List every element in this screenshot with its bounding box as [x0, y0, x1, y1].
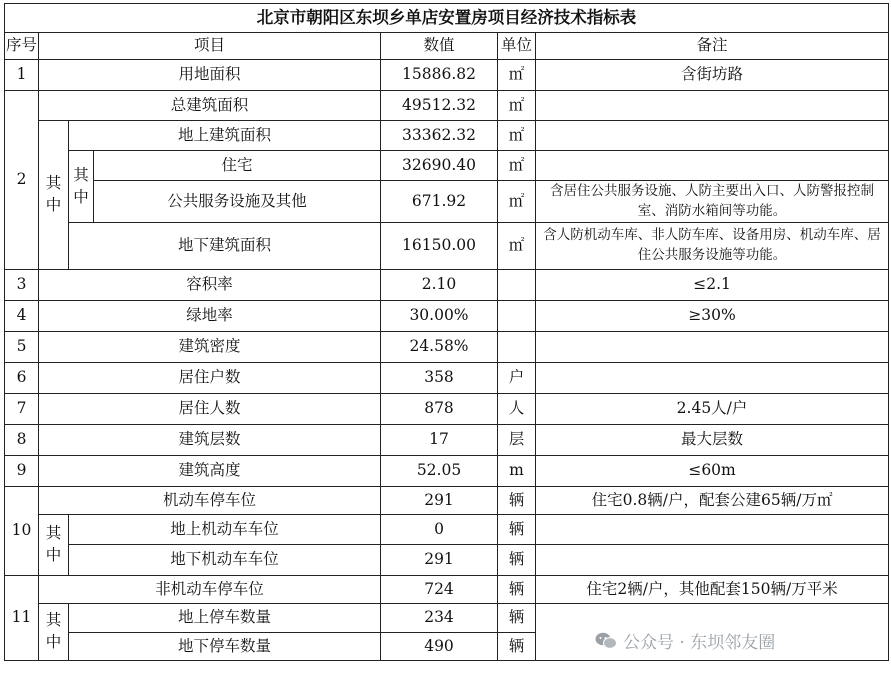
row-note: ≤2.1	[536, 270, 889, 301]
row-item: 居住户数	[39, 363, 381, 394]
table-row	[5, 425, 889, 456]
qizhong-label: 其 中	[39, 121, 69, 270]
row-note	[536, 363, 889, 394]
row-item: 地上机动车车位	[69, 515, 381, 545]
row-value: 49512.32	[381, 91, 498, 121]
table-row	[5, 363, 889, 394]
row-value: 52.05	[381, 456, 498, 487]
table-row	[5, 121, 889, 151]
row-unit: ㎡	[498, 121, 536, 151]
row-item: 居住人数	[39, 394, 381, 425]
row-no: 1	[5, 60, 39, 91]
wechat-icon	[595, 632, 617, 650]
table-row	[5, 332, 889, 363]
row-value: 0	[381, 515, 498, 545]
row-item: 地下机动车车位	[69, 545, 381, 576]
watermark-text: 公众号 · 东坝邻友圈	[623, 633, 776, 653]
table-row	[5, 515, 889, 545]
row-unit: ㎡	[498, 151, 536, 181]
row-value: 291	[381, 545, 498, 576]
watermark	[595, 628, 775, 653]
row-value: 724	[381, 576, 498, 604]
table-row	[5, 394, 889, 425]
row-no: 7	[5, 394, 39, 425]
row-item: 容积率	[39, 270, 381, 301]
table-row	[5, 545, 889, 576]
row-unit	[498, 301, 536, 332]
row-note	[536, 151, 889, 181]
row-unit: 层	[498, 425, 536, 456]
row-note: 含居住公共服务设施、人防主要出入口、人防警报控制室、消防水箱间等功能。	[536, 181, 889, 223]
table-title: 北京市朝阳区东坝乡单店安置房项目经济技术指标表	[5, 4, 889, 33]
row-value: 17	[381, 425, 498, 456]
row-no: 3	[5, 270, 39, 301]
row-item: 机动车停车位	[39, 487, 381, 515]
row-value: 16150.00	[381, 223, 498, 270]
row-value: 234	[381, 604, 498, 633]
row-note: ≥30%	[536, 301, 889, 332]
table-row	[5, 487, 889, 515]
row-no: 11	[5, 576, 39, 661]
row-note: 2.45人/户	[536, 394, 889, 425]
row-note	[536, 515, 889, 545]
table-row	[5, 151, 889, 181]
row-no: 5	[5, 332, 39, 363]
row-no: 2	[5, 91, 39, 270]
row-unit: 辆	[498, 515, 536, 545]
row-note: 含人防机动车库、非人防车库、设备用房、机动车库、居住公共服务设施等功能。	[536, 223, 889, 270]
row-no: 8	[5, 425, 39, 456]
row-item: 地下建筑面积	[69, 223, 381, 270]
table-row	[5, 181, 889, 223]
row-unit: m	[498, 456, 536, 487]
row-item: 地上建筑面积	[69, 121, 381, 151]
row-note	[536, 545, 889, 576]
row-no: 6	[5, 363, 39, 394]
row-note: ≤60m	[536, 456, 889, 487]
header-no: 序号	[5, 33, 39, 60]
row-item: 非机动车停车位	[39, 576, 381, 604]
row-no: 4	[5, 301, 39, 332]
qizhong-label: 其 中	[69, 151, 94, 223]
row-unit: 辆	[498, 604, 536, 633]
row-note: 含街坊路	[536, 60, 889, 91]
row-value: 30.00%	[381, 301, 498, 332]
row-item: 建筑密度	[39, 332, 381, 363]
table-row	[5, 91, 889, 121]
row-value: 490	[381, 633, 498, 661]
row-value: 33362.32	[381, 121, 498, 151]
row-item: 地下停车数量	[69, 633, 381, 661]
indicator-table	[4, 3, 889, 661]
row-unit: 辆	[498, 633, 536, 661]
row-item: 建筑高度	[39, 456, 381, 487]
row-item: 建筑层数	[39, 425, 381, 456]
row-value: 24.58%	[381, 332, 498, 363]
table-row	[5, 60, 889, 91]
row-note: 住宅0.8辆/户，配套公建65辆/万㎡	[536, 487, 889, 515]
row-value: 291	[381, 487, 498, 515]
row-no: 10	[5, 487, 39, 576]
row-note: 住宅2辆/户，其他配套150辆/万平米	[536, 576, 889, 604]
row-unit: 人	[498, 394, 536, 425]
row-value: 2.10	[381, 270, 498, 301]
row-no: 9	[5, 456, 39, 487]
header-row	[5, 33, 889, 60]
row-value: 671.92	[381, 181, 498, 223]
row-item: 公共服务设施及其他	[94, 181, 381, 223]
row-unit: ㎡	[498, 223, 536, 270]
row-unit: 辆	[498, 487, 536, 515]
row-value: 15886.82	[381, 60, 498, 91]
table-row	[5, 301, 889, 332]
row-unit: 辆	[498, 545, 536, 576]
row-item: 地上停车数量	[69, 604, 381, 633]
row-unit: 户	[498, 363, 536, 394]
row-unit	[498, 270, 536, 301]
row-item: 总建筑面积	[39, 91, 381, 121]
table-row	[5, 456, 889, 487]
header-unit: 单位	[498, 33, 536, 60]
row-note	[536, 332, 889, 363]
row-unit: ㎡	[498, 181, 536, 223]
table-row	[5, 223, 889, 270]
row-item: 住宅	[94, 151, 381, 181]
row-value: 32690.40	[381, 151, 498, 181]
row-note	[536, 121, 889, 151]
header-value: 数值	[381, 33, 498, 60]
row-value: 358	[381, 363, 498, 394]
header-note: 备注	[536, 33, 889, 60]
qizhong-label: 其 中	[39, 604, 69, 661]
row-note: 最大层数	[536, 425, 889, 456]
row-unit	[498, 332, 536, 363]
qizhong-label: 其 中	[39, 515, 69, 576]
row-unit: ㎡	[498, 91, 536, 121]
row-value: 878	[381, 394, 498, 425]
table-row	[5, 270, 889, 301]
header-item: 项目	[39, 33, 381, 60]
row-item: 用地面积	[39, 60, 381, 91]
row-note	[536, 91, 889, 121]
table-row	[5, 576, 889, 604]
row-item: 绿地率	[39, 301, 381, 332]
row-unit: ㎡	[498, 60, 536, 91]
row-unit: 辆	[498, 576, 536, 604]
